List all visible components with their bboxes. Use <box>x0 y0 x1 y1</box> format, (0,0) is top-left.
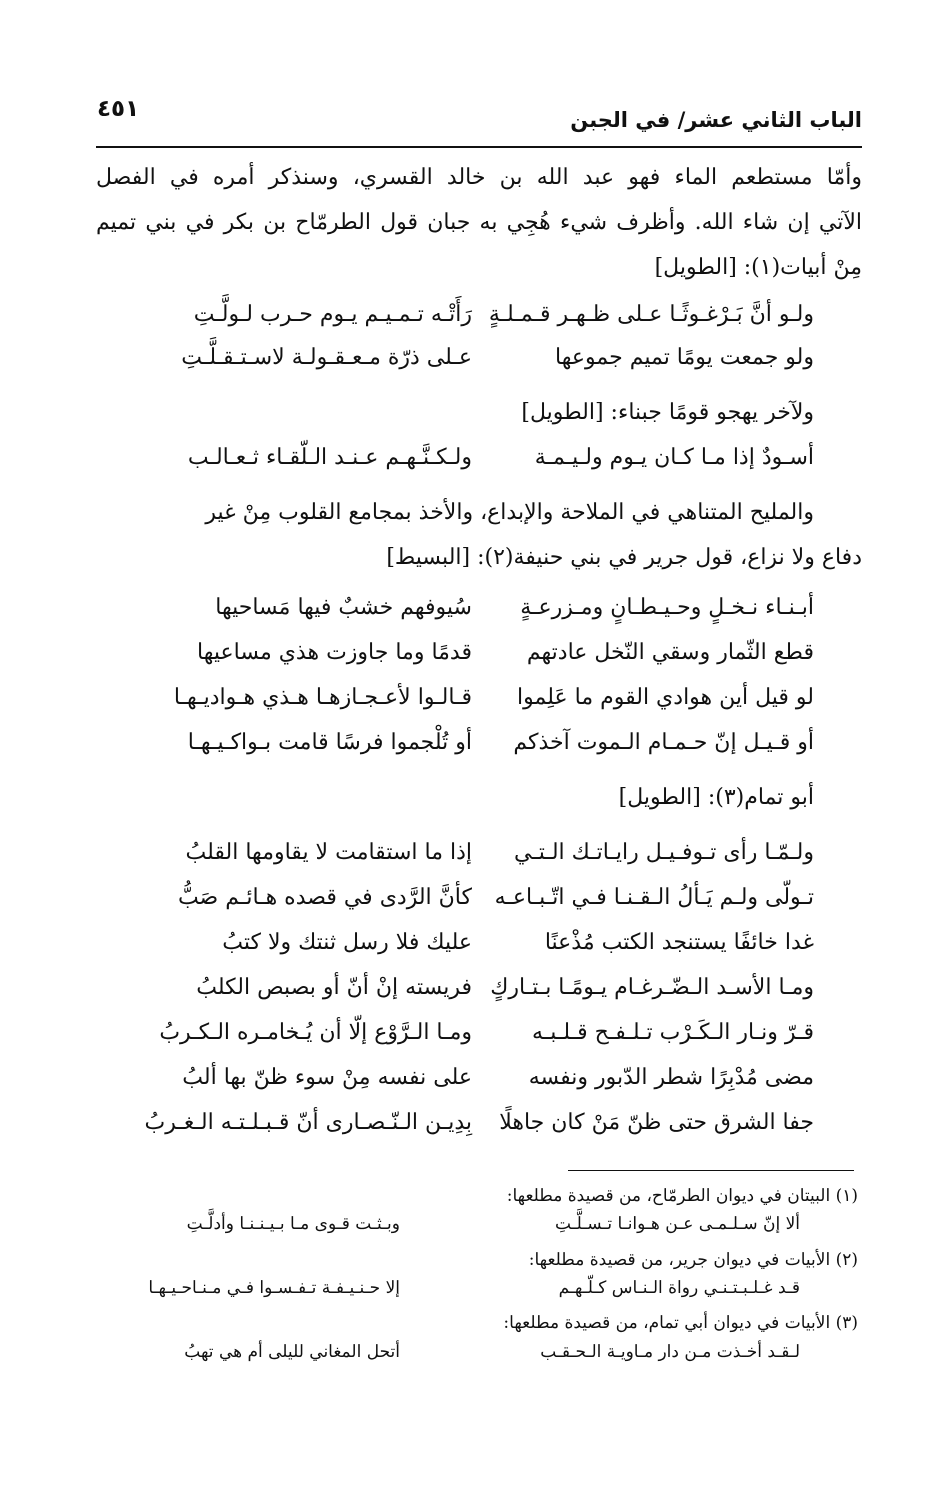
verse-first-hemistich: جفا الشرق حتى ظنّ مَنْ كان جاهلًا <box>499 1110 814 1135</box>
chapter-title: الباب الثاني عشر/ في الجبن <box>570 108 862 132</box>
verse-first-hemistich: مضى مُدْبِرًا شطر الدّبور ونفسه <box>528 1065 814 1090</box>
footnote-verse-first: قـد غـلـبـتـنـي رواة الـنـاس كـلّـهـم <box>558 1278 800 1298</box>
verse-first-hemistich: لو قيل أين هوادي القوم ما عَلِموا <box>517 685 814 710</box>
footnote-verse-first: لـقـد أخـذت مـن دار مـاويـة الـحـقـب <box>540 1342 800 1362</box>
verse-second-hemistich: رَأَتْـه تـمـيـم يـوم حـرب لـولَّـتِ <box>193 302 472 327</box>
header-rule <box>96 146 862 148</box>
footnote-rule <box>568 1170 854 1171</box>
footnote-text: (٣) الأبيات في ديوان أبي تمام، من قصيدة مطلعها: <box>503 1313 858 1333</box>
footnote-verse-second: وبـثـت قـوى مـا بـيـنـنـا وأدلَّـتِ <box>186 1214 400 1234</box>
verse-second-hemistich: سُيوفهم خشبٌ فيها مَساحيها <box>215 595 472 620</box>
prose-line: ولآخر يهجو قومًا جبناء: [الطويل] <box>521 400 814 425</box>
footnote-text: (٢) الأبيات في ديوان جرير، من قصيدة مطلعها: <box>528 1250 858 1270</box>
verse-second-hemistich: أو تُلْجموا فرسًا قامت بـواكـيـهـا <box>187 730 472 755</box>
verse-second-hemistich: عليك فلا رسل ثنتك ولا كتبُ <box>222 930 472 955</box>
page-number: ٤٥١ <box>97 96 140 122</box>
verse-first-hemistich: قطع الثّمار وسقي النّخل عادتهم <box>526 640 814 665</box>
footnote-text: (١) البيتان في ديوان الطرمّاح، من قصيدة مطلعها: <box>506 1186 858 1206</box>
verse-first-hemistich: ومـا الأسـد الـضّـرغـام يـومًـا بـتـاركٍ <box>490 975 814 1000</box>
verse-first-hemistich: قـرّ ونـار الـكَـرْب تـلـفـح قـلـبـه <box>532 1020 814 1045</box>
verse-second-hemistich: قدمًا وما جاوزت هذي مساعيها <box>197 640 472 665</box>
verse-second-hemistich: إذا ما استقامت لا يقاومها القلبُ <box>185 840 472 865</box>
verse-second-hemistich: ومـا الـرَّوْع إلّا أن يُـخامـره الـكـربُ <box>159 1020 472 1045</box>
verse-first-hemistich: غدا خائفًا يستنجد الكتب مُذْعنًا <box>544 930 814 955</box>
prose-line: دفاع ولا نزاع، قول جرير في بني حنيفة(٢): [البسيط] <box>386 545 862 570</box>
verse-first-hemistich: أو قـيـل إنّ حـمـام الـموت آخذكم <box>513 730 814 755</box>
prose-line: الآتي إن شاء الله. وأظرف شيء هُجِي به جبان قول الطرمّاح بن بكر في بني تميم <box>96 210 862 235</box>
verse-second-hemistich: قـالـوا لأعـجـازهـا هـذي هـواديـهـا <box>173 685 472 710</box>
verse-first-hemistich: أبـنـاء نـخـلٍ وحـيـطـانٍ ومـزرعـةٍ <box>520 595 814 620</box>
prose-line: وأمّا مستطعم الماء فهو عبد الله بن خالد القسري، وسنذكر أمره في الفصل <box>96 165 862 190</box>
verse-second-hemistich: على نفسه مِنْ سوء ظنّ بها ألبُ <box>182 1065 472 1090</box>
footnote-verse-second: أتحل المغاني لليلى أم هي تهبُ <box>184 1342 400 1362</box>
verse-first-hemistich: ولو جمعت يومًا تميم جموعها <box>555 345 814 370</box>
verse-first-hemistich: أسـودٌ إذا مـا كـان يـوم ولـيـمـة <box>534 445 814 470</box>
prose-line: مِنْ أبيات(١): [الطويل] <box>654 255 862 280</box>
verse-second-hemistich: فريسته إنْ أنّ أو بصبص الكلبُ <box>196 975 472 1000</box>
verse-second-hemistich: عـلى ذرّة مـعـقـولـة لاسـتـقـلَّـتِ <box>181 345 472 370</box>
footnote-verse-first: ألا إنّ سـلـمـى عـن هـوانـا تـسـلَّـتِ <box>554 1214 800 1234</box>
prose-line: والمليح المتناهي في الملاحة والإبداع، والأخذ بمجامع القلوب مِنْ غير <box>205 500 814 525</box>
verse-first-hemistich: تـولّى ولـم يَـألُ الـقـنـا فـي اتّـبـاعـه <box>494 885 814 910</box>
verse-second-hemistich: كأنَّ الرَّدى في قصده هـائـم صَبُّ <box>177 885 472 910</box>
verse-second-hemistich: ولـكـنَّـهـم عـنـد الـلّقـاء ثـعـالـب <box>187 445 472 470</box>
verse-first-hemistich: ولـمّـا رأى تـوفـيـل رايـاتـك الـتـي <box>513 840 814 865</box>
footnote-verse-second: إلا حـنـيـفـة تـفـسـوا فـي مـنـاحـيـهـا <box>148 1278 400 1298</box>
prose-line: أبو تمام(٣): [الطويل] <box>618 785 814 810</box>
verse-first-hemistich: ولـو أنَّ بَـرْغـوثًـا عـلى ظـهـر قـمـلـةٍ <box>488 302 814 327</box>
verse-second-hemistich: بِدِيـن الـنّـصـارى أنّ قـبـلـتـه الـغـربُ <box>144 1110 472 1135</box>
